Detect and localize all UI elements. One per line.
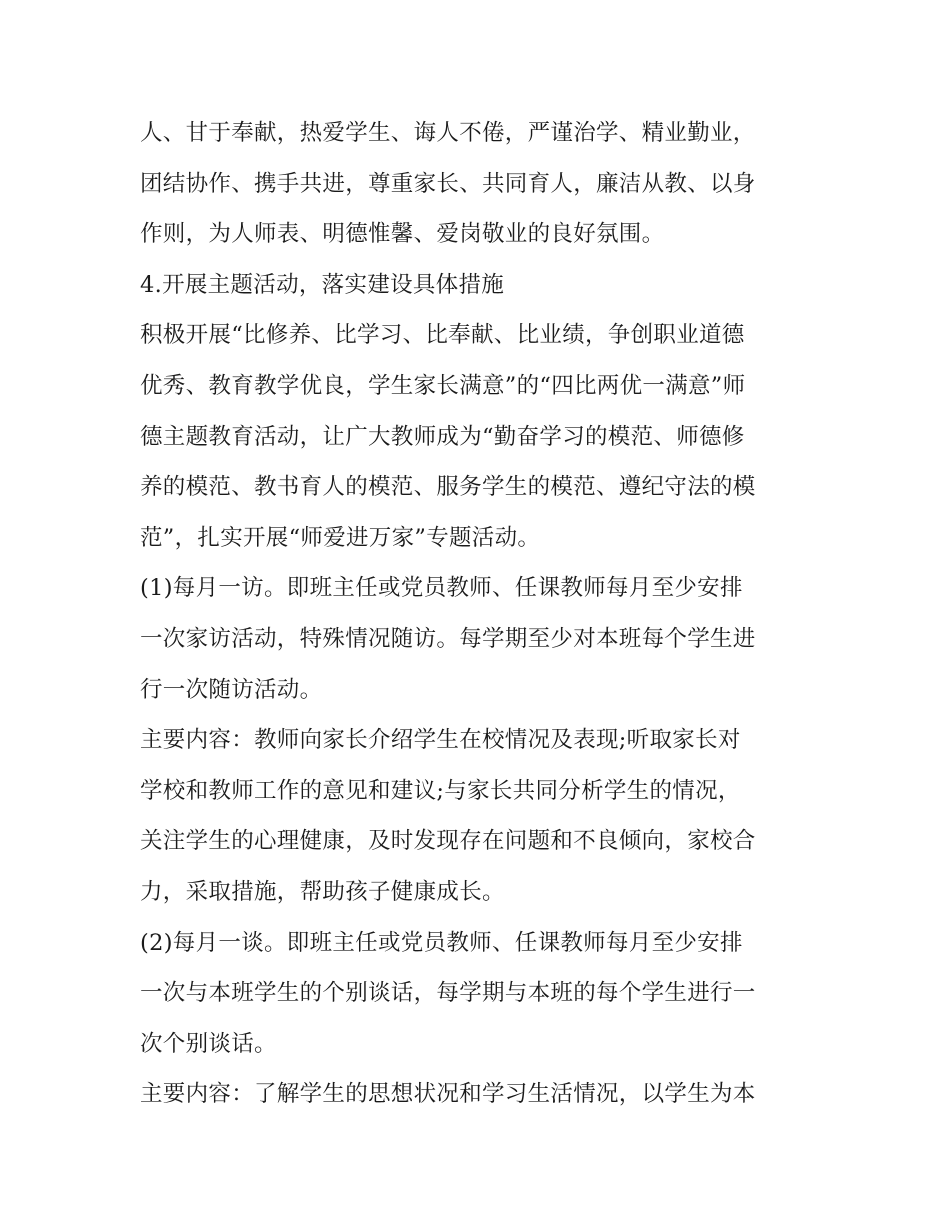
- text-line: 主要内容：了解学生的思想状况和学习生活情况，以学生为本: [140, 1081, 756, 1108]
- text-line: 养的模范、教书育人的模范、服务学生的模范、遵纪守法的模: [140, 474, 756, 501]
- text-line: 作则，为人师表、明德惟馨、爱岗敬业的良好氛围。: [140, 221, 665, 248]
- text-line: 次个别谈话。: [140, 1030, 277, 1057]
- text-line: 主要内容：教师向家长介绍学生在校情况及表现;听取家长对: [140, 727, 741, 754]
- text-line: 范”，扎实开展“师爱进万家”专题活动。: [140, 524, 541, 551]
- text-line: 力，采取措施，帮助孩子健康成长。: [140, 878, 505, 905]
- text-line: 关注学生的心理健康，及时发现存在问题和不良倾向，家校合: [140, 828, 756, 855]
- section-heading: 4.开展主题活动，落实建设具体措施: [140, 271, 505, 298]
- document-body: [140, 108, 830, 1120]
- text-line: 优秀、教育教学优良，学生家长满意”的“四比两优一满意”师: [140, 372, 746, 399]
- text-line: (2)每月一谈。即班主任或党员教师、任课教师每月至少安排: [140, 929, 743, 956]
- text-line: 德主题教育活动，让广大教师成为“勤奋学习的模范、师德修: [140, 423, 745, 450]
- text-line: 团结协作、携手共进，尊重家长、共同育人，廉洁从教、以身: [140, 170, 756, 197]
- text-line: 一次家访活动，特殊情况随访。每学期至少对本班每个学生进: [140, 625, 756, 652]
- text-line: 人、甘于奉献，热爱学生、诲人不倦，严谨治学、精业勤业，: [140, 120, 756, 146]
- text-line: 积极开展“比修养、比学习、比奉献、比业绩，争创职业道德: [140, 322, 745, 349]
- text-line: 一次与本班学生的个别谈话，每学期与本班的每个学生进行一: [140, 980, 756, 1007]
- text-line: 行一次随访活动。: [140, 676, 323, 703]
- text-line: 学校和教师工作的意见和建议;与家长共同分析学生的情况，: [140, 777, 741, 804]
- text-line: (1)每月一访。即班主任或党员教师、任课教师每月至少安排: [140, 575, 743, 602]
